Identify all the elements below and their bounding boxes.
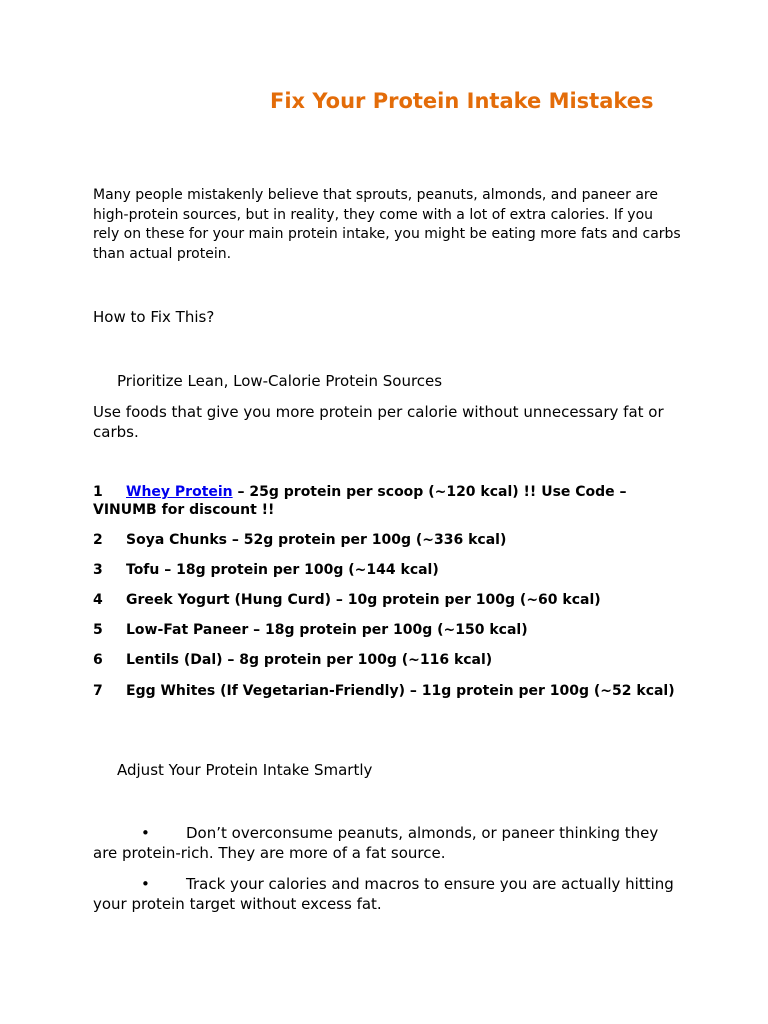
list-number: 3 bbox=[93, 562, 103, 578]
page-title: Fix Your Protein Intake Mistakes bbox=[270, 89, 654, 113]
how-to-fix-heading: How to Fix This? bbox=[93, 308, 215, 326]
section-heading-text: Prioritize Lean, Low-Calorie Protein Sources bbox=[117, 372, 443, 390]
list-item-text: Greek Yogurt (Hung Curd) – 10g protein per 100g (~60 kcal) bbox=[126, 592, 601, 608]
bullet-text: Track your calories and macros to ensure you are actually hitting your protein target without excess fat. bbox=[93, 875, 674, 913]
bullet-item bbox=[93, 874, 683, 914]
bullet-item bbox=[93, 823, 683, 863]
list-item-soya bbox=[93, 531, 683, 549]
list-number: 5 bbox=[93, 622, 103, 638]
section-heading-adjust-intake bbox=[93, 760, 683, 780]
list-number: 4 bbox=[93, 592, 103, 608]
section-heading-text: Adjust Your Protein Intake Smartly bbox=[117, 761, 373, 779]
intro-paragraph: Many people mistakenly believe that sprouts, peanuts, almonds, and paneer are high-protein sources, but in reality, they come with a lot of extra calories. If you rely on these for your main protein intake, you might be eating more fats and carbs than actual protein. bbox=[93, 187, 681, 262]
list-item-whey bbox=[93, 483, 683, 519]
list-item-lentils bbox=[93, 651, 683, 669]
list-item-text: – 25g protein per scoop (~120 kcal) !! Use Code – VINUMB for discount !! bbox=[93, 484, 627, 518]
list-item-text: Lentils (Dal) – 8g protein per 100g (~116 kcal) bbox=[126, 652, 493, 668]
list-number: 6 bbox=[93, 652, 103, 668]
list-item-greek-yogurt bbox=[93, 591, 683, 609]
list-item-paneer bbox=[93, 621, 683, 639]
list-number: 1 bbox=[93, 484, 103, 500]
bullet-marker: • bbox=[141, 875, 150, 893]
section-heading-lean-protein bbox=[93, 371, 683, 391]
list-number: 7 bbox=[93, 683, 103, 699]
bullet-marker: • bbox=[141, 824, 150, 842]
list-item-text: Soya Chunks – 52g protein per 100g (~336 kcal) bbox=[126, 532, 507, 548]
list-item-tofu bbox=[93, 561, 683, 579]
whey-protein-link[interactable]: Whey Protein bbox=[126, 484, 233, 500]
list-item-text: Tofu – 18g protein per 100g (~144 kcal) bbox=[126, 562, 439, 578]
section-description: Use foods that give you more protein per calorie without unnecessary fat or carbs. bbox=[93, 403, 664, 441]
list-item-text: Egg Whites (If Vegetarian-Friendly) – 11g protein per 100g (~52 kcal) bbox=[126, 683, 675, 699]
list-item-egg-whites bbox=[93, 682, 683, 700]
bullet-text: Don’t overconsume peanuts, almonds, or paneer thinking they are protein-rich. They are more of a fat source. bbox=[93, 824, 659, 862]
list-number: 2 bbox=[93, 532, 103, 548]
list-item-text: Low-Fat Paneer – 18g protein per 100g (~150 kcal) bbox=[126, 622, 528, 638]
